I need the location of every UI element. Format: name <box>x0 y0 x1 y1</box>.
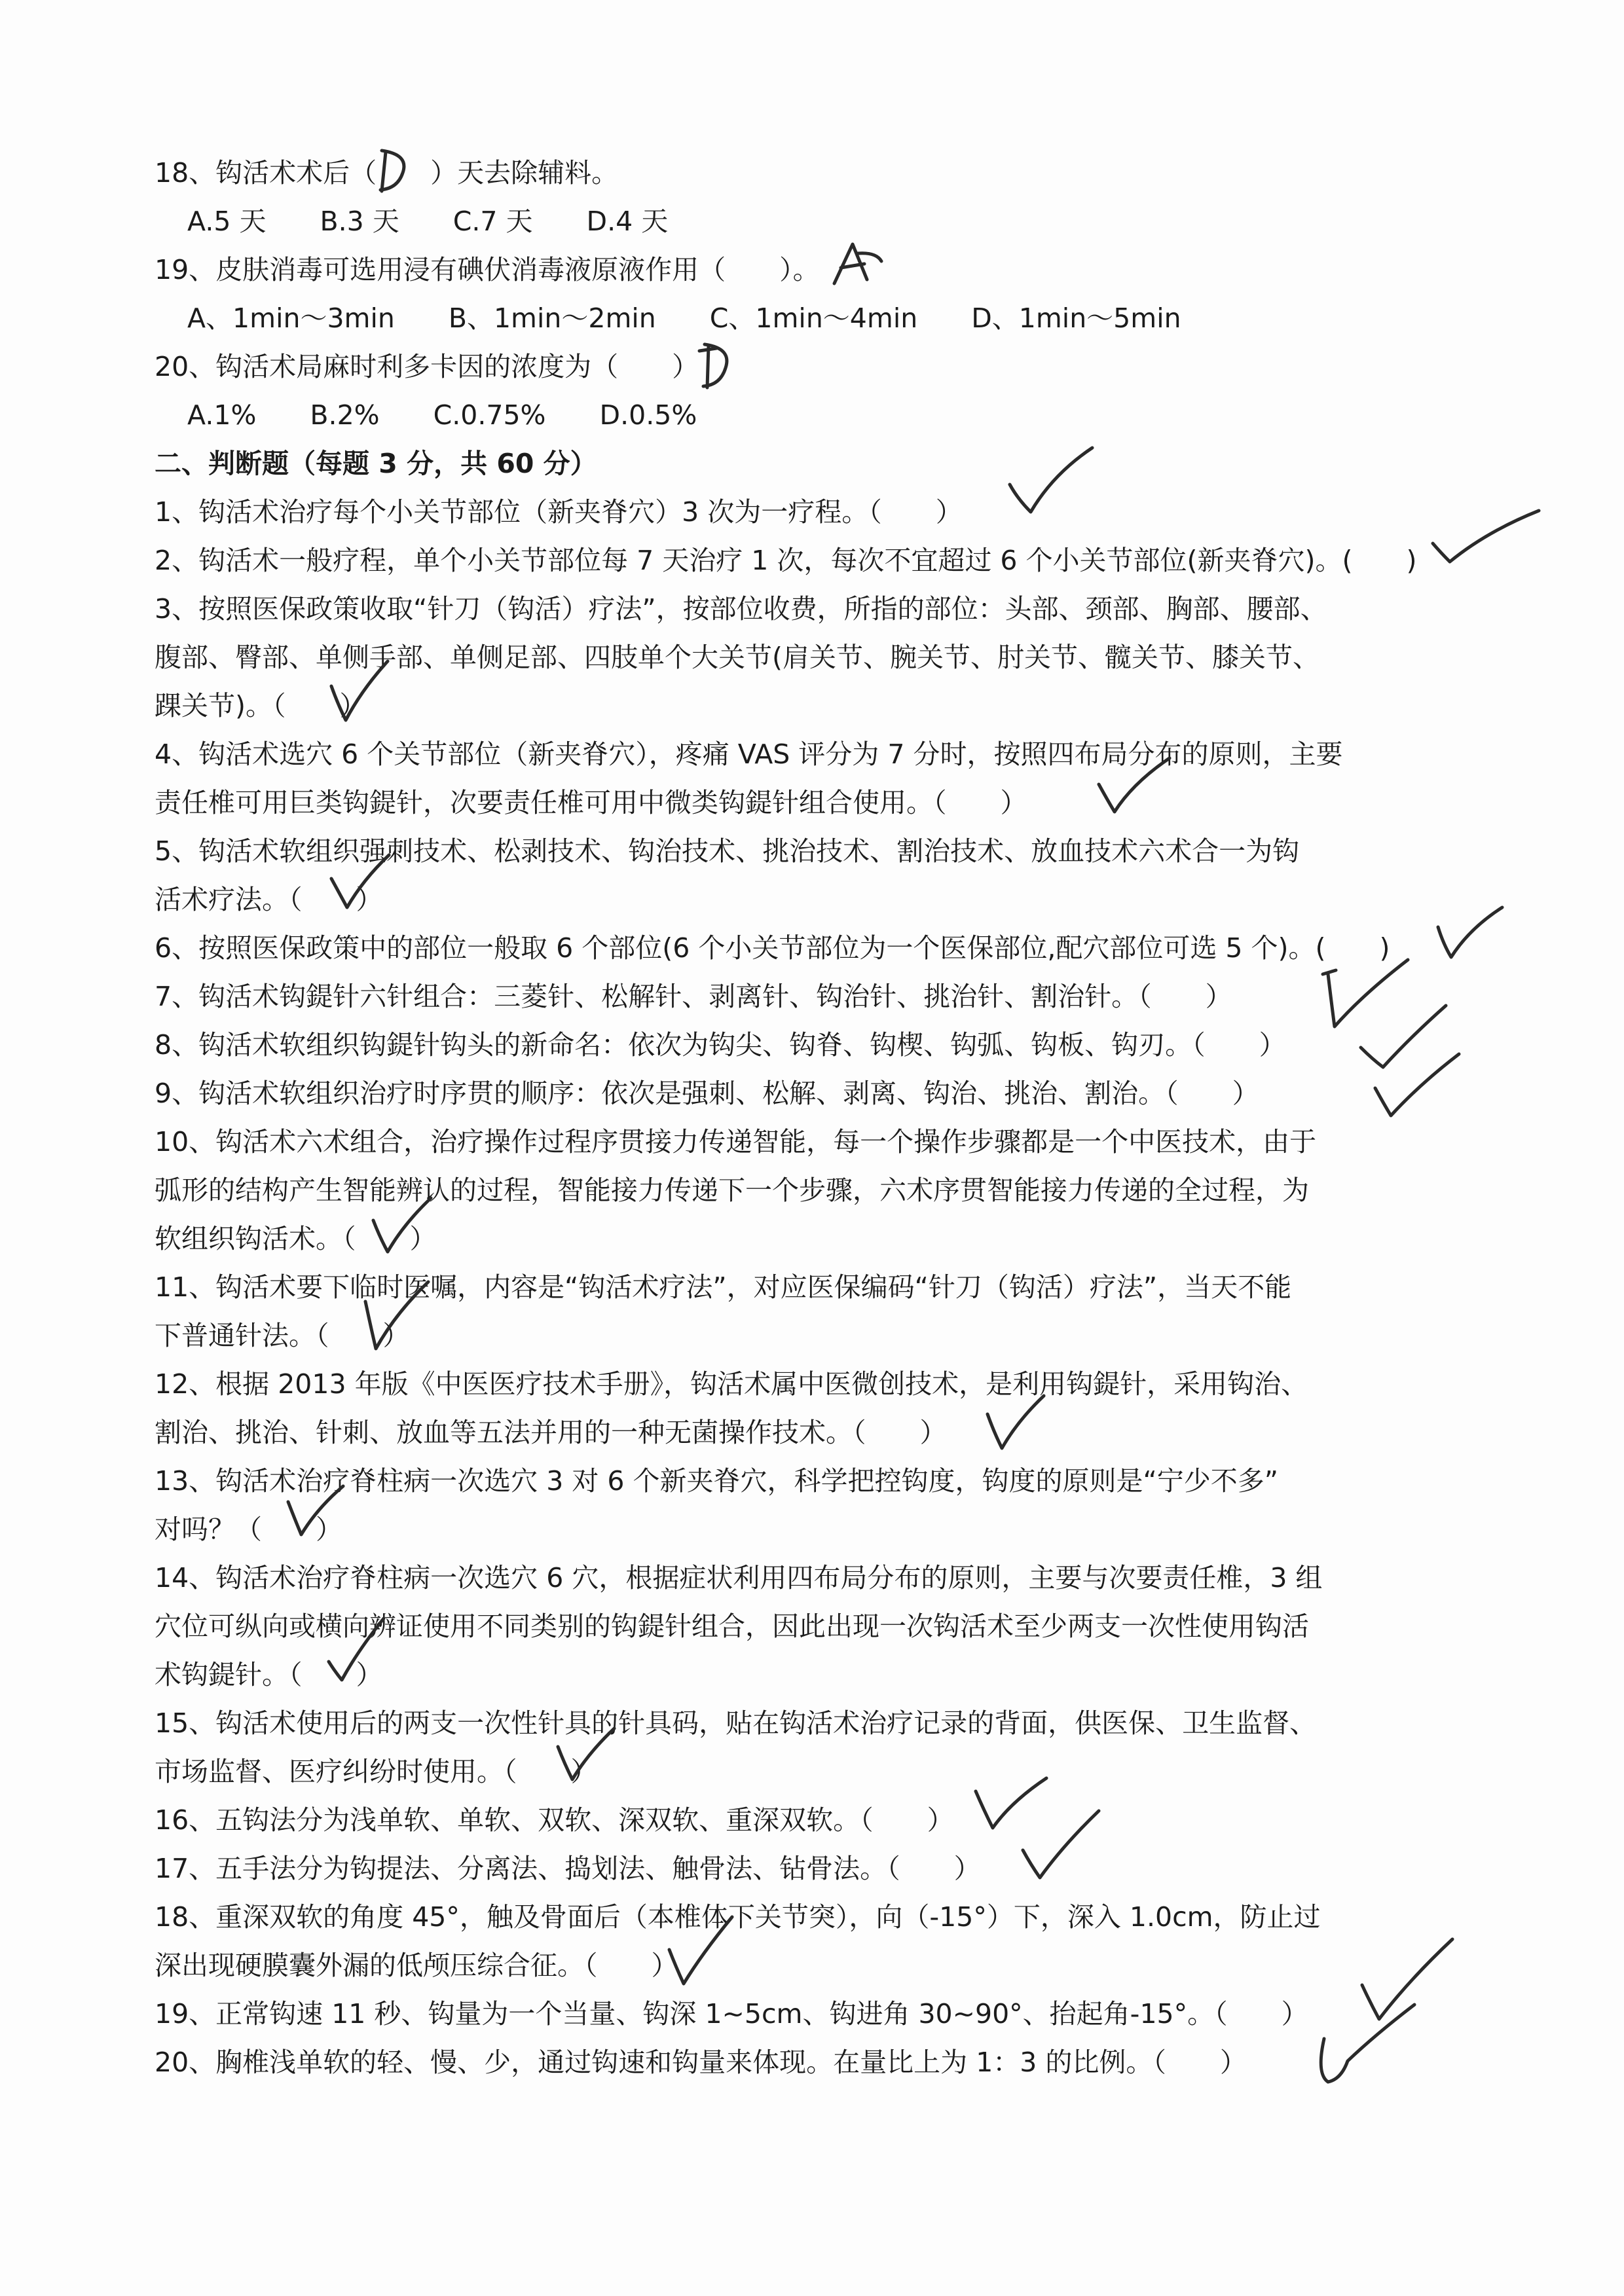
tf-question-10-cont: 弧形的结构产生智能辨认的过程，智能接力传递下一个步骤，六术序贯智能接力传递的全过程，为 <box>155 1175 1309 1206</box>
handwritten-answer-d <box>370 145 416 198</box>
tf-question-12-cont: 割治、挑治、针刺、放血等五法并用的一种无菌操作技术。（ ） <box>155 1417 947 1448</box>
tf-question-5: 5、钩活术软组织强刺技术、松剥技术、钩治技术、挑治技术、割治技术、放血技术六术合一为钩 <box>155 835 1300 867</box>
handwritten-check-icon <box>326 655 398 733</box>
handwritten-answer-a <box>826 239 885 291</box>
mc-question-18: 18、钩活术术后（ ）天去除辅料。 <box>155 157 619 189</box>
handwritten-check-icon <box>1431 898 1510 970</box>
tf-question-8: 8、钩活术软组织钩鍉针钩头的新命名：依次为钩尖、钩脊、钩楔、钩弧、钩板、钩刃。（ ） <box>155 1029 1286 1061</box>
tf-question-14: 14、钩活术治疗脊柱病一次选穴 6 穴，根据症状利用四布局分布的原则，主要与次要责任椎，3 组 <box>155 1562 1323 1594</box>
handwritten-check-icon <box>326 846 398 918</box>
tf-question-10-cont: 软组织钩活术。（ ） <box>155 1223 437 1254</box>
handwritten-check-icon <box>1092 750 1177 822</box>
tf-question-4-cont: 责任椎可用巨类钩鍉针，次要责任椎可用中微类钩鍉针组合使用。（ ） <box>155 787 1027 818</box>
tf-question-5-cont: 活术疗法。（ ） <box>155 884 383 915</box>
tf-question-18-cont: 深出现硬膜囊外漏的低颅压综合征。（ ） <box>155 1950 678 1981</box>
tf-question-3: 3、按照医保政策收取“针刀（钩活）疗法”，按部位收费，所指的部位：头部、颈部、胸部、腰部、 <box>155 593 1327 625</box>
tf-question-2: 2、钩活术一般疗程，单个小关节部位每 7 天治疗 1 次，每次不宜超过 6 个小关节部位(新夹脊穴)。( ) <box>155 545 1417 576</box>
tf-question-13-cont: 对吗？（ ） <box>155 1514 342 1545</box>
tf-question-7: 7、钩活术钩鍉针六针组合：三菱针、松解针、剥离针、钩治针、挑治针、割治针。（ ） <box>155 981 1232 1012</box>
tf-question-12: 12、根据 2013 年版《中医医疗技术手册》，钩活术属中医微创技术，是利用钩鍉针，采用钩治、 <box>155 1368 1308 1400</box>
tf-question-18: 18、重深双软的角度 45°，触及骨面后（本椎体下关节突），向（-15°）下，深入 1.0cm，防止过 <box>155 1901 1321 1933</box>
tf-question-13: 13、钩活术治疗脊柱病一次选穴 3 对 6 个新夹脊穴，科学把控钩度，钩度的原则是“宁少不多” <box>155 1465 1278 1497</box>
tf-question-14-cont: 术钩鍉针。（ ） <box>155 1659 383 1690</box>
handwritten-check-icon <box>1002 439 1100 524</box>
handwritten-check-icon <box>358 1273 436 1358</box>
handwritten-check-icon <box>321 1609 393 1688</box>
handwritten-check-icon <box>367 1190 439 1262</box>
tf-question-3-cont: 踝关节)。（ ） <box>155 690 367 721</box>
mc-options-19: A、1min～3min B、1min～2min C、1min～4min D、1min～5min <box>187 302 1181 334</box>
handwritten-check-icon <box>550 1721 622 1793</box>
tf-question-17: 17、五手法分为钩提法、分离法、捣划法、触骨法、钻骨法。（ ） <box>155 1853 981 1884</box>
mc-options-18: A.5 天 B.3 天 C.7 天 D.4 天 <box>187 206 669 237</box>
tf-question-4: 4、钩活术选穴 6 个关节部位（新夹脊穴），疼痛 VAS 评分为 7 分时，按照四布局分布的原则，主要 <box>155 738 1343 770</box>
mc-question-19: 19、皮肤消毒可选用浸有碘伏消毒液原液作用（ ）。 <box>155 254 820 285</box>
handwritten-check-icon <box>661 1908 740 1993</box>
tf-question-19: 19、正常钩速 11 秒、钩量为一个当量、钩深 1~5cm、钩进角 30~90°、抬起角-15°。（ ） <box>155 1998 1308 2030</box>
tf-question-16: 16、五钩法分为浅单软、单软、双软、深双软、重深双软。（ ） <box>155 1804 954 1836</box>
tf-question-6: 6、按照医保政策中的部位一般取 6 个部位(6 个小关节部位为一个医保部位,配穴部位可选 5 个)。( ) <box>155 932 1390 964</box>
handwritten-check-icon <box>980 1388 1052 1460</box>
tf-question-20: 20、胸椎浅单软的轻、慢、少，通过钩速和钩量来体现。在量比上为 1：3 的比例。（ ） <box>155 2047 1247 2078</box>
handwritten-check-icon <box>282 1480 354 1545</box>
section-heading-true-false: 二、判断题（每题 3 分，共 60 分） <box>155 448 597 479</box>
tf-question-10: 10、钩活术六术组合，治疗操作过程序贯接力传递智能，每一个操作步骤都是一个中医技术，由于 <box>155 1126 1317 1157</box>
tf-question-14-cont: 穴位可纵向或横向辨证使用不同类别的钩鍉针组合，因此出现一次钩活术至少两支一次性使用钩活 <box>155 1611 1309 1642</box>
tf-question-11: 11、钩活术要下临时医嘱，内容是“钩活术疗法”，对应医保编码“针刀（钩活）疗法”，当天不能 <box>155 1271 1292 1303</box>
tf-question-9: 9、钩活术软组织治疗时序贯的顺序：依次是强刺、松解、剥离、钩治、挑治、割治。（ ） <box>155 1078 1259 1109</box>
tf-question-11-cont: 下普通针法。（ ） <box>155 1320 410 1351</box>
handwritten-check-icon <box>1310 1995 1421 2094</box>
tf-question-15: 15、钩活术使用后的两支一次性针具的针具码，贴在钩活术治疗记录的背面，供医保、卫生监督、 <box>155 1707 1317 1739</box>
handwritten-check-icon <box>1369 1048 1467 1126</box>
tf-question-3-cont: 腹部、臀部、单侧手部、单侧足部、四肢单个大关节(肩关节、腕关节、肘关节、髋关节、膝关节、 <box>155 642 1320 673</box>
tf-question-15-cont: 市场监督、医疗纠纷时使用。（ ） <box>155 1756 598 1787</box>
tf-question-1: 1、钩活术治疗每个小关节部位（新夹脊穴）3 次为一疗程。（ ） <box>155 496 963 528</box>
mc-question-20: 20、钩活术局麻时利多卡因的浓度为（ ） <box>155 351 699 382</box>
handwritten-answer-d <box>694 339 740 393</box>
handwritten-check-icon <box>1015 1803 1107 1888</box>
mc-options-20: A.1% B.2% C.0.75% D.0.5% <box>187 399 697 431</box>
handwritten-check-icon <box>1428 505 1545 571</box>
